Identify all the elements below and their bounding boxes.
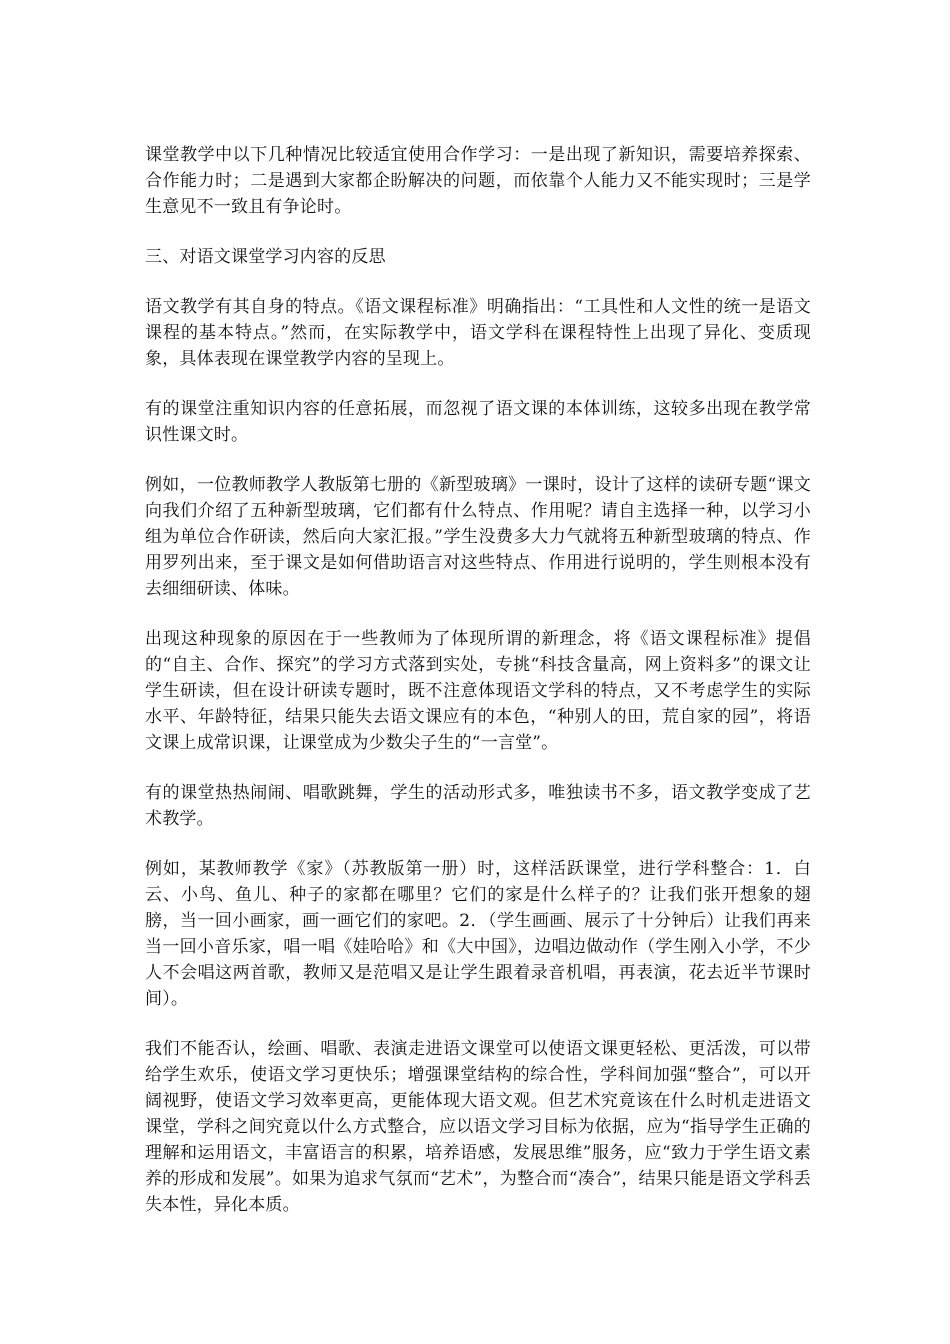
paragraph-lively-classroom: 有的课堂热热闹闹、唱歌跳舞，学生的活动形式多，唯独读书不多，语文教学变成了艺术教学。	[145, 783, 811, 829]
section-heading-reflection-content: 三、对语文课堂学习内容的反思	[145, 247, 386, 267]
paragraph-art-integration-conclusion: 我们不能否认，绘画、唱歌、表演走进语文课堂可以使语文课更轻松、更活泼，可以带给学生欢乐，使语文学习更快乐；增强课堂结构的综合性，学科间加强“整合”，可以开阔视野，使语文学习效率更高，更能体现大语文观。但艺术究竟该在什么时机走进语文课堂，学科之间究竟以什么方式整合，应以语文学习目标为依据，应为“指导学生正确的理解和运用语文，丰富语言的积累，培养语感，发展思维”服务，应“致力于学生语文素养的形成和发展”。如果为追求气氛而“艺术”，为整合而“凑合”，结果只能是语文学科丢失本性，异化本质。	[145, 1039, 811, 1215]
paragraph-home-lesson-example: 例如，某教师教学《家》（苏教版第一册）时，这样活跃课堂，进行学科整合：1．白云、小鸟、鱼儿、种子的家都在哪里？它们的家是什么样子的？让我们张开想象的翅膀，当一回小画家，画一画它们的家吧。2．（学生画画、展示了十分钟后）让我们再来当一回小音乐家，唱一唱《娃哈哈》和《大中国》，边唱边做动作（学生刚入小学，不少人不会唱这两首歌，教师又是范唱又是让学生跟着录音机唱，再表演，花去近半节课时间）。	[145, 859, 811, 1009]
paragraph-chinese-teaching-features: 语文教学有其自身的特点。《语文课程标准》明确指出：“工具性和人文性的统一是语文课程的基本特点。”然而，在实际教学中，语文学科在课程特性上出现了异化、变质现象，具体表现在课堂教学内容的呈现上。	[145, 297, 811, 369]
document-page	[145, 142, 811, 1242]
paragraph-cooperative-learning-situations: 课堂教学中以下几种情况比较适宜使用合作学习：一是出现了新知识，需要培养探索、合作能力时；二是遇到大家都企盼解决的问题，而依靠个人能力又不能实现时；三是学生意见不一致且有争论时。	[145, 145, 811, 217]
paragraph-knowledge-extension: 有的课堂注重知识内容的任意拓展，而忽视了语文课的本体训练，这较多出现在教学常识性课文时。	[145, 399, 811, 445]
paragraph-cause-analysis: 出现这种现象的原因在于一些教师为了体现所谓的新理念，将《语文课程标准》提倡的“自主、合作、探究”的学习方式落到实处，专挑“科技含量高，网上资料多”的课文让学生研读，但在设计研读专题时，既不注意体现语文学科的特点，又不考虑学生的实际水平、年龄特征，结果只能失去语文课应有的本色，“种别人的田，荒自家的园”，将语文课上成常识课，让课堂成为少数尖子生的“一言堂”。	[145, 629, 811, 753]
paragraph-new-glass-example: 例如，一位教师教学人教版第七册的《新型玻璃》一课时，设计了这样的读研专题“课文向我们介绍了五种新型玻璃，它们都有什么特点、作用呢？请自主选择一种，以学习小组为单位合作研读，然后向大家汇报。”学生没费多大力气就将五种新型玻璃的特点、作用罗列出来，至于课文是如何借助语言对这些特点、作用进行说明的，学生则根本没有去细细研读、体味。	[145, 475, 811, 599]
